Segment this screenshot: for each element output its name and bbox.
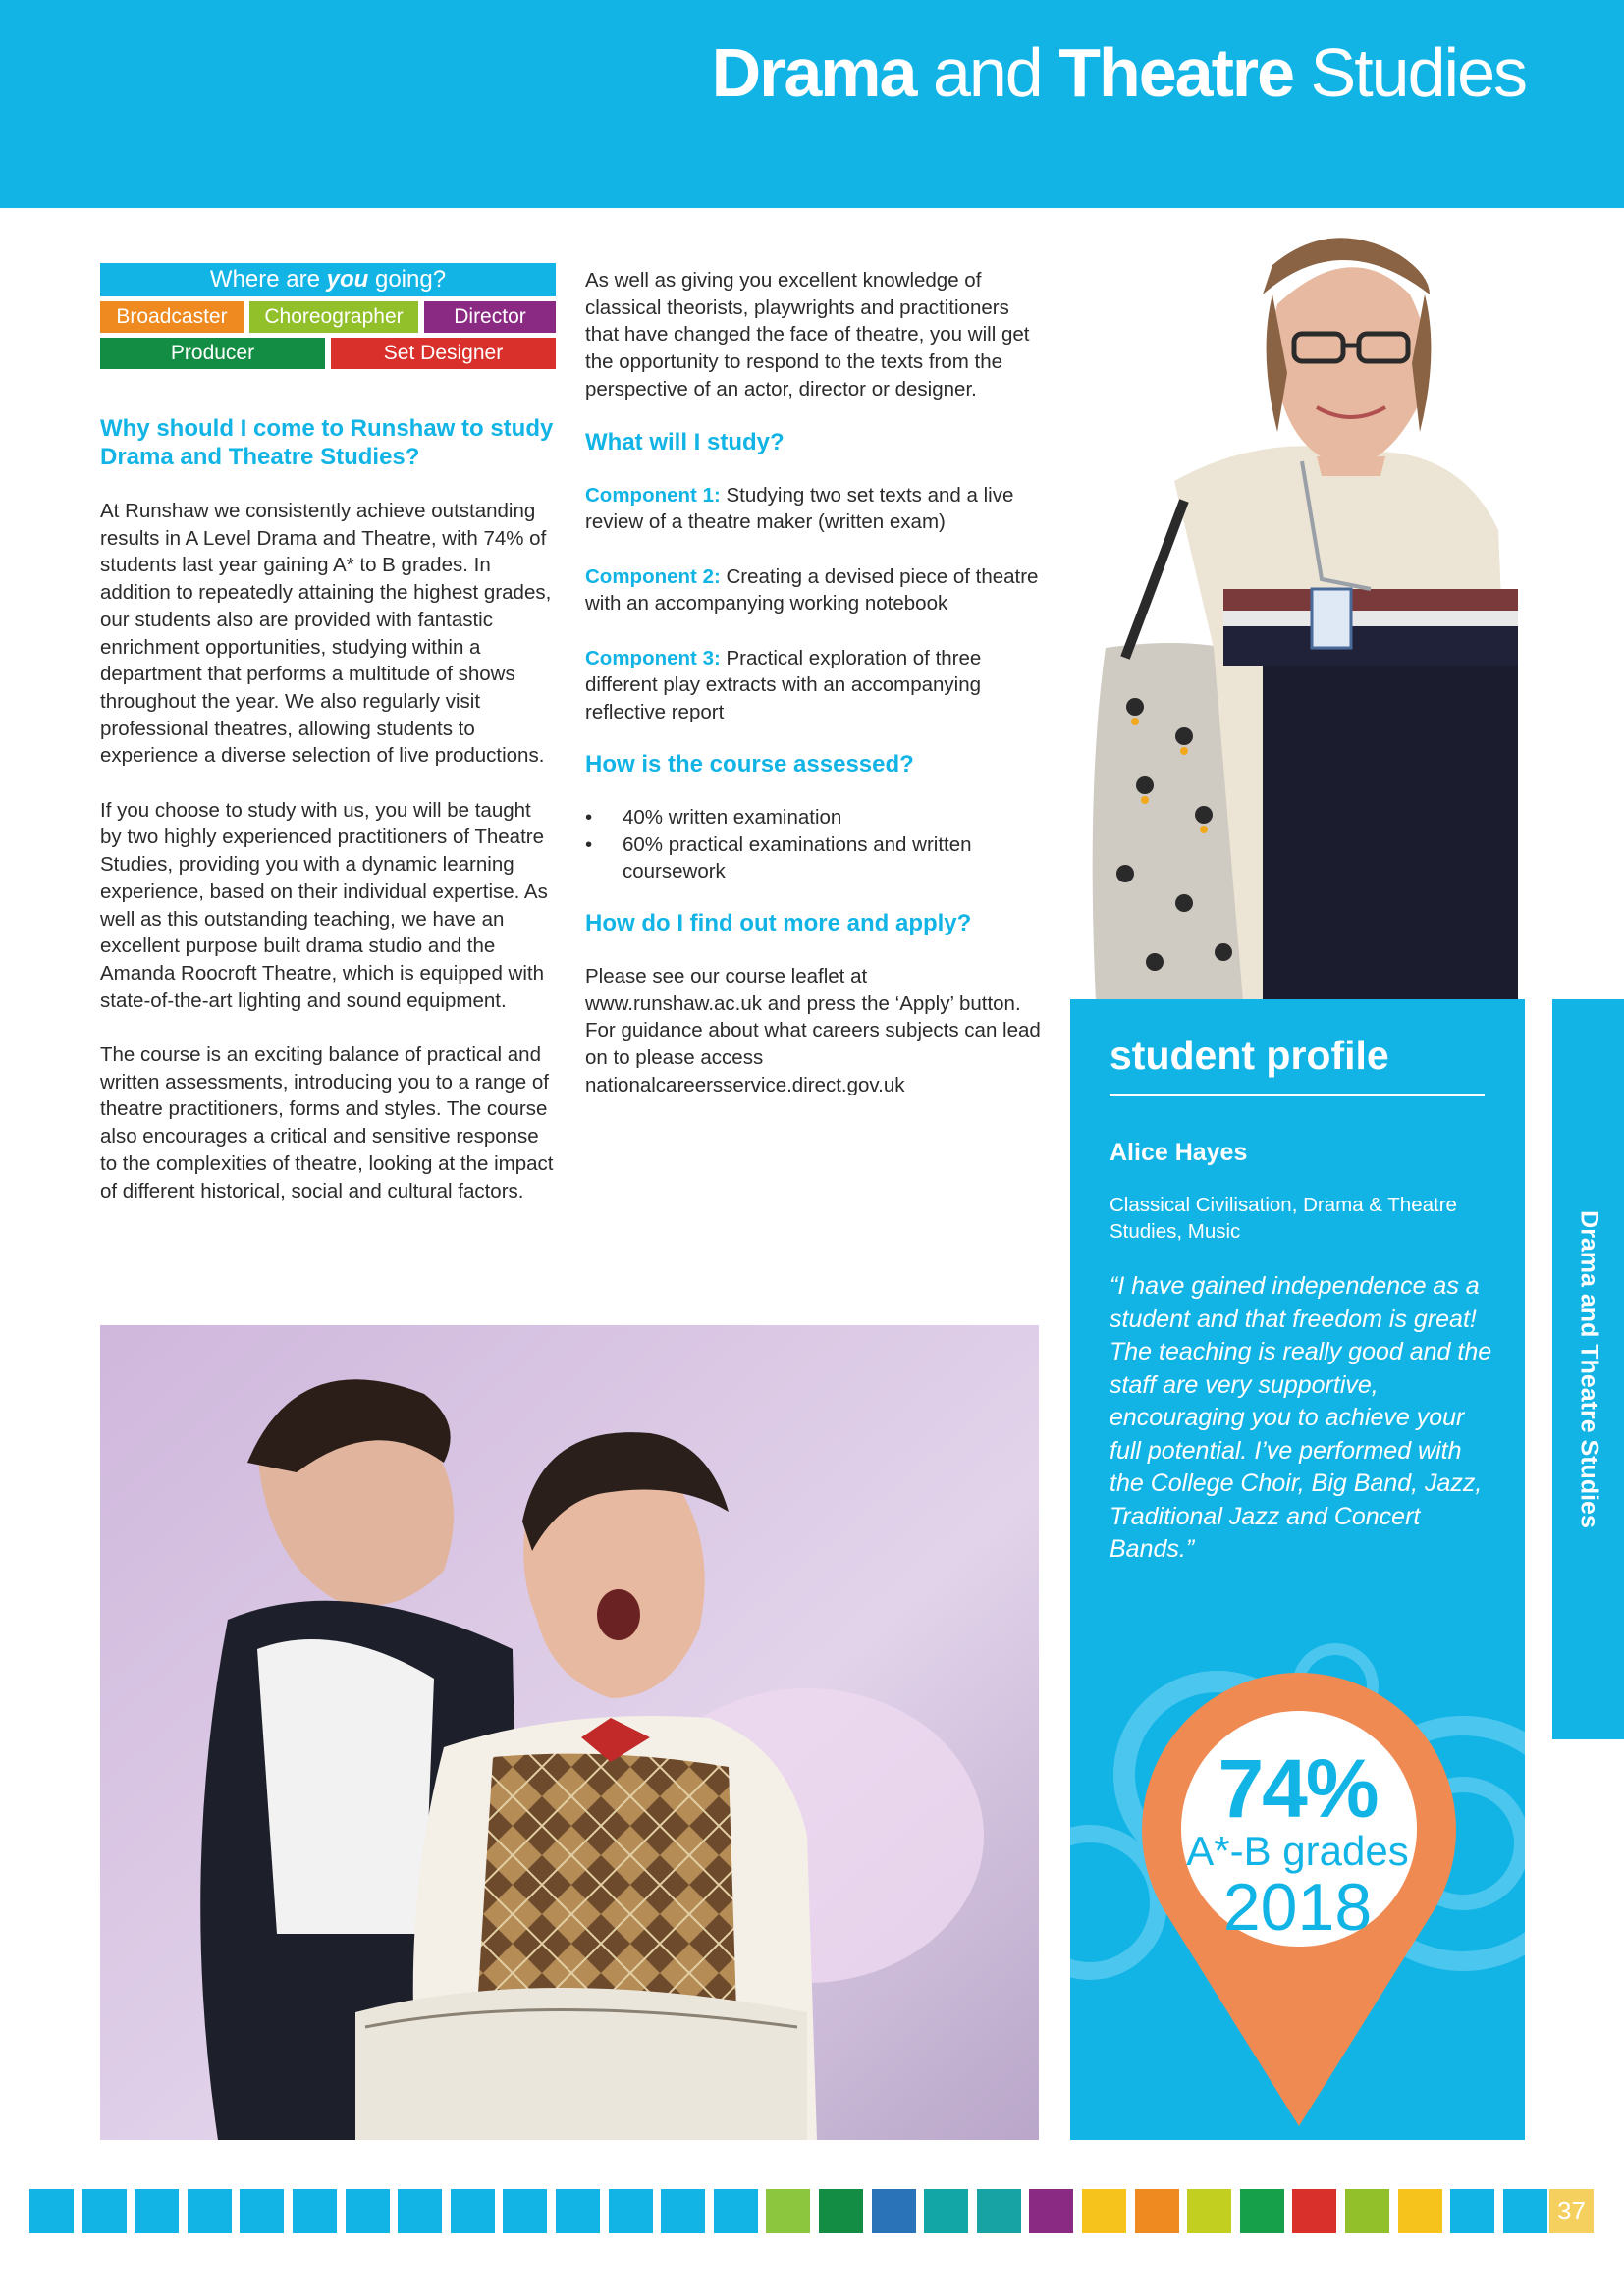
profile-title-rule [1110, 1094, 1485, 1096]
footer-square [346, 2189, 390, 2233]
footer-square [1135, 2189, 1179, 2233]
component-1-text: Studying two set texts and a live review of a theatre maker (written exam) [585, 483, 1014, 534]
footer-square [135, 2189, 179, 2233]
footer-square [1292, 2189, 1336, 2233]
profile-decoration [1070, 999, 1525, 2140]
why-paragraph-1: At Runshaw we consistently achieve outstanding results in A Level Drama and Theatre, with 74% of students last year gaining A* to B grades. In addition to repeatedly attaining the highest grades, our students also are provided with fantastic enrichment opportunities, studying within a department that performs a multitude of shows throughout the year. We also regularly visit professional theatres, allowing students to experience a diverse selection of live productions. [100, 500, 552, 768]
profile-subjects: Classical Civilisation, Drama & Theatre Studies, Music [1110, 1194, 1457, 1243]
career-tag-director: Director [424, 301, 556, 333]
footer-square [240, 2189, 284, 2233]
footer-square [556, 2189, 600, 2233]
assess-heading: How is the course assessed? [585, 750, 914, 777]
theatre-photo [100, 1325, 1039, 2140]
component-2-label: Component 2: [585, 564, 721, 588]
component-3-text: Practical exploration of three different play extracts with an accompanying reflective report [585, 646, 982, 724]
assess-item-2: • 60% practical examinations and written coursework [585, 831, 1047, 885]
student-photo-illustration [1066, 236, 1552, 1001]
why-paragraph-3: The course is an exciting balance of practical and written assessments, introducing you to a range of theatre practitioners, forms and styles. The course also encourages a critical and sensitive response to the complexities of theatre, looking at the impact of different historical, social and cultural factors. [100, 1043, 554, 1202]
apply-paragraph: Please see our course leaflet at www.runshaw.ac.uk and press the ‘Apply’ button. For guidance about what careers subjects can lead on to please access nationalcareersservice.direct.gov.uk [585, 964, 1041, 1096]
component-2-text: Creating a devised piece of theatre with an accompanying working notebook [585, 564, 1039, 615]
profile-title: student profile [1110, 1033, 1389, 1078]
title-word-theatre: Theatre [1058, 34, 1294, 111]
footer-square [293, 2189, 337, 2233]
component-3 [585, 645, 1047, 726]
apply-heading: How do I find out more and apply? [585, 909, 972, 936]
middle-column [585, 267, 1047, 1098]
page-number: 37 [1549, 2189, 1594, 2233]
student-profile-panel [1070, 999, 1525, 2140]
career-tag-producer: Producer [100, 338, 325, 369]
career-row-1 [100, 301, 556, 333]
assess-list [585, 804, 1047, 885]
stat-percent: 74% [1218, 1742, 1378, 1835]
career-box-prefix: Where are [209, 266, 320, 293]
side-tab [1552, 999, 1624, 1739]
stat-label: A*-B grades [1186, 1828, 1409, 1874]
footer-square [1503, 2189, 1547, 2233]
footer-square [872, 2189, 916, 2233]
career-row-2 [100, 338, 556, 369]
study-heading: What will I study? [585, 428, 785, 455]
footer-square [661, 2189, 705, 2233]
career-box-title [100, 263, 556, 296]
footer-square [977, 2189, 1021, 2233]
footer-square [766, 2189, 810, 2233]
footer-square [29, 2189, 74, 2233]
title-word-and: and [932, 34, 1042, 111]
footer-square [1240, 2189, 1284, 2233]
why-heading: Why should I come to Runshaw to study Drama and Theatre Studies? [100, 415, 554, 470]
stat-year: 2018 [1222, 1870, 1373, 1945]
footer-square [1398, 2189, 1442, 2233]
title-word-studies: Studies [1310, 34, 1526, 111]
why-paragraph-2: If you choose to study with us, you will be taught by two highly experienced practitioners of Theatre Studies, providing you with a dynamic learning experience, based on their individual expertise. As well as this outstanding teaching, we have an excellent purpose built drama studio and the Amanda Roocroft Theatre, which is equipped with state-of-the-art lighting and sound equipment. [100, 798, 548, 1012]
title-word-drama: Drama [711, 34, 916, 111]
assess-item-1: • 40% written examination [585, 804, 1047, 831]
footer-square [82, 2189, 127, 2233]
component-2 [585, 563, 1047, 617]
side-tab-label: Drama and Theatre Studies [1575, 1210, 1602, 1528]
footer-square [1082, 2189, 1126, 2233]
career-tag-choreographer: Choreographer [249, 301, 418, 333]
profile-name: Alice Hayes [1110, 1139, 1248, 1166]
student-photo [1066, 236, 1552, 1001]
component-1-label: Component 1: [585, 483, 721, 507]
header-banner [0, 0, 1624, 208]
footer-square [609, 2189, 653, 2233]
career-box-emphasis: you [326, 266, 369, 293]
footer-square [188, 2189, 232, 2233]
career-tag-set-designer: Set Designer [331, 338, 556, 369]
footer-square [1450, 2189, 1494, 2233]
theatre-photo-illustration [100, 1325, 1039, 2140]
career-tag-broadcaster: Broadcaster [100, 301, 244, 333]
footer-square [398, 2189, 442, 2233]
footer-square [503, 2189, 547, 2233]
career-box-suffix: going? [374, 266, 447, 293]
left-column [100, 263, 556, 1204]
profile-quote: “I have gained independence as a student and that freedom is great! The teaching is really good and the staff are very supportive, encouraging you to achieve your full potential. I’ve performed with the College Choir, Big Band, Jazz, Traditional Jazz and Concert Bands.” [1110, 1272, 1492, 1563]
component-3-label: Component 3: [585, 646, 721, 669]
footer-square [819, 2189, 863, 2233]
footer-square [451, 2189, 495, 2233]
footer-square [1187, 2189, 1231, 2233]
intro-paragraph: As well as giving you excellent knowledge of classical theorists, playwrights and practitioners that have changed the face of theatre, you will get the opportunity to respond to the texts from the perspective of an actor, director or designer. [585, 269, 1030, 400]
footer-square [924, 2189, 968, 2233]
component-1 [585, 482, 1047, 536]
footer-square [1029, 2189, 1073, 2233]
page-title [712, 33, 1526, 112]
footer-square [714, 2189, 758, 2233]
footer-square [1345, 2189, 1389, 2233]
